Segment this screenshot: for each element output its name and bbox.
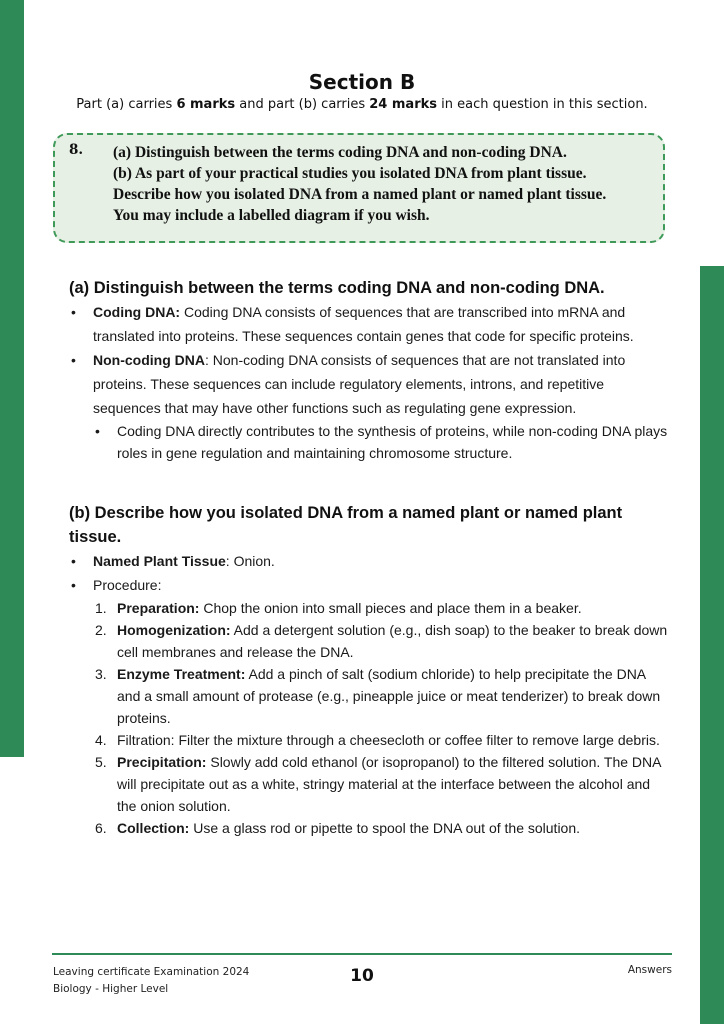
procedure-step: 1. Preparation: Chop the onion into small pieces and place them in a beaker.: [95, 600, 582, 616]
page-number: 10: [350, 966, 374, 986]
question-line: Describe how you isolated DNA from a named plant or named plant tissue.: [113, 186, 607, 203]
section-subtitle: Part (a) carries 6 marks and part (b) carries 24 marks in each question in this section.: [76, 97, 648, 112]
list-item: • Non-coding DNA: Non-coding DNA consists of sequences that are not translated into proteins. These sequences can include regulatory elements, introns, and repetitive sequences that may have other functions such as regulating gene expression. • Coding DNA directly contributes to the synthesis of proteins, while non-coding DNA plays roles in gene regulation and maintaining chromosome structure.: [69, 348, 669, 464]
footer-section-label: Answers: [627, 964, 672, 976]
question-text: [113, 142, 661, 226]
part-b-heading: (b) Describe how you isolated DNA from a named plant or named plant tissue.: [69, 504, 623, 546]
question-box: [53, 133, 665, 243]
procedure-step: 6. Collection: Use a glass rod or pipette to spool the DNA out of the solution.: [95, 820, 581, 836]
right-accent-bar: [700, 266, 724, 1024]
procedure-step: 5. Precipitation: Slowly add cold ethanol (or isopropanol) to the filtered solution. The DNA will precipitate out as a white, stringy material at the interface between the alcohol and the onion solution.: [95, 754, 661, 814]
procedure-step: 4. Filtration: Filter the mixture through a cheesecloth or coffee filter to remove large debris.: [95, 732, 660, 748]
left-accent-bar: [0, 0, 24, 757]
list-item: • Coding DNA directly contributes to the synthesis of proteins, while non-coding DNA plays roles in gene regulation and maintaining chromosome structure.: [93, 420, 669, 464]
part-a-sublist: [93, 420, 669, 464]
question-number: 8.: [69, 142, 84, 158]
procedure-step: 2. Homogenization: Add a detergent solution (e.g., dish soap) to the beaker to break down cell membranes and release the DNA.: [95, 622, 668, 660]
footer-exam-info: Leaving certificate Examination 2024 Biology - Higher Level: [53, 966, 250, 995]
list-item: • Named Plant Tissue: Onion.: [69, 549, 669, 573]
part-a-heading: (a) Distinguish between the terms coding DNA and non-coding DNA.: [69, 279, 605, 297]
section-title: Section B: [308, 70, 416, 94]
question-line: (b) As part of your practical studies you isolated DNA from plant tissue.: [113, 165, 587, 182]
list-item: • Procedure:: [69, 573, 669, 597]
part-a-list: [69, 300, 669, 464]
question-line: (a) Distinguish between the terms coding DNA and non-coding DNA.: [113, 144, 567, 161]
footer-divider: [52, 953, 672, 955]
question-line: You may include a labelled diagram if you wish.: [113, 207, 430, 224]
procedure-step: 3. Enzyme Treatment: Add a pinch of salt (sodium chloride) to help precipitate the DNA and a small amount of protease (e.g., pineapple juice or meat tenderizer) to break down proteins.: [95, 666, 661, 726]
answer-content: [69, 276, 669, 839]
list-item: • Coding DNA: Coding DNA consists of sequences that are transcribed into mRNA and translated into proteins. These sequences contain genes that code for specific proteins.: [69, 300, 669, 348]
procedure-steps: [69, 597, 669, 839]
part-b-list: [69, 549, 669, 597]
